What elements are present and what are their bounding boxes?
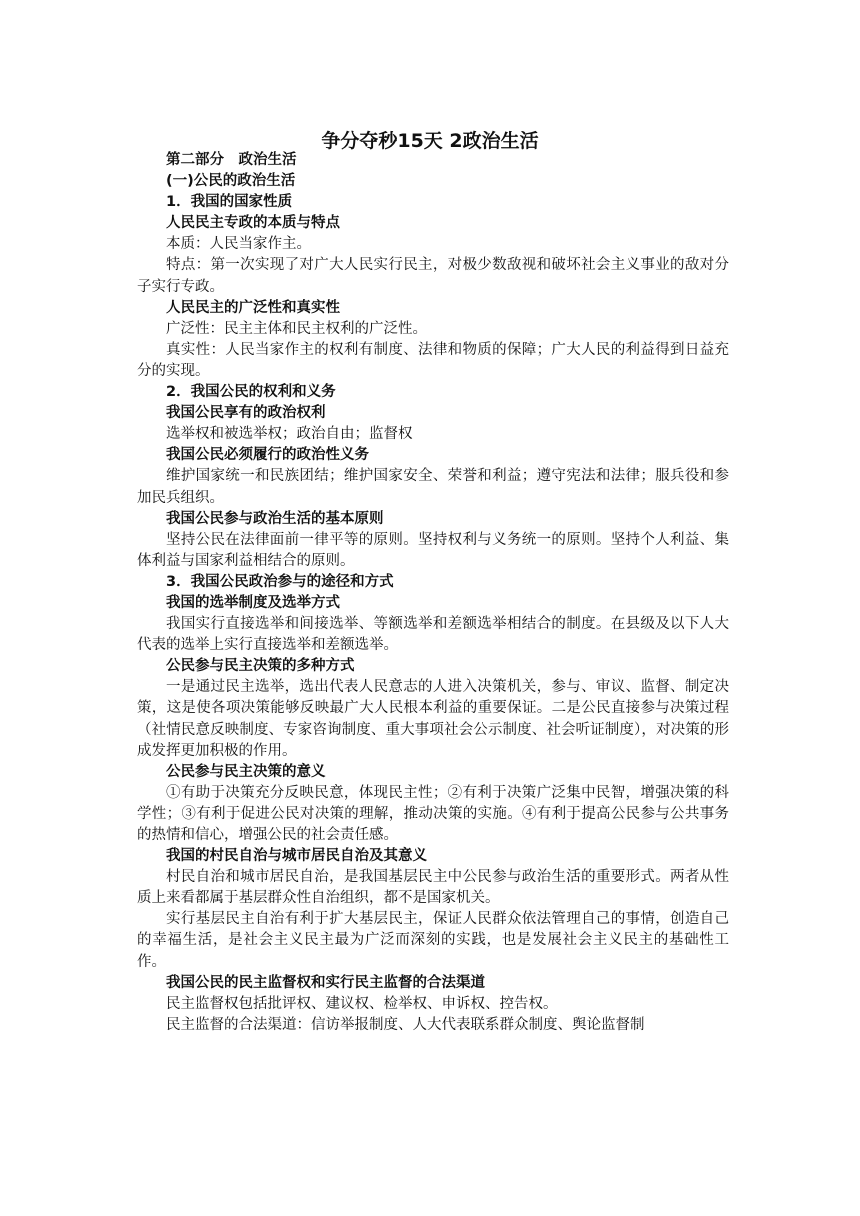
document-body <box>137 150 729 1036</box>
section-heading: 3．我国公民政治参与的途径和方式 <box>166 573 394 590</box>
section-heading: 我国的选举制度及选举方式 <box>166 594 340 611</box>
paragraph: 选举权和被选举权；政治自由；监督权 <box>166 426 413 443</box>
section-heading: (一)公民的政治生活 <box>166 173 296 190</box>
paragraph: 特点：第一次实现了对广大人民实行民主，对极少数敌视和破坏社会主义事业的敌对分子实行专政。 <box>137 257 729 295</box>
section-heading: 我国的村民自治与城市居民自治及其意义 <box>166 848 427 865</box>
paragraph: 广泛性：民主主体和民主权利的广泛性。 <box>166 320 427 337</box>
paragraph: 本质：人民当家作主。 <box>166 236 311 253</box>
paragraph: 坚持公民在法律面前一律平等的原则。坚持权利与义务统一的原则。坚持个人利益、集体利益与国家利益相结合的原则。 <box>137 531 729 569</box>
paragraph: 一是通过民主选举，选出代表人民意志的人进入决策机关，参与、审议、监督、制定决策，这是使各项决策能够反映最广大人民根本利益的重要保证。二是公民直接参与决策过程（社情民意反映制度、专家咨询制度、重大事项社会公示制度、社会听证制度），对决策的形成发挥更加积极的作用。 <box>137 679 729 759</box>
paragraph: 真实性：人民当家作主的权利有制度、法律和物质的保障；广大人民的利益得到日益充分的实现。 <box>137 341 729 379</box>
section-heading: 1．我国的国家性质 <box>166 194 293 211</box>
page-title: 争分夺秒15天 2政治生活 <box>321 129 539 152</box>
section-heading: 我国公民的民主监督权和实行民主监督的合法渠道 <box>166 974 485 991</box>
paragraph: 民主监督权包括批评权、建议权、检举权、申诉权、控告权。 <box>166 995 558 1012</box>
paragraph: 我国实行直接选举和间接选举、等额选举和差额选举相结合的制度。在县级及以下人大代表的选举上实行直接选举和差额选举。 <box>137 616 729 654</box>
section-heading: 公民参与民主决策的意义 <box>166 763 326 780</box>
paragraph: 村民自治和城市居民自治，是我国基层民主中公民参与政治生活的重要形式。两者从性质上来看都属于基层群众性自治组织，都不是国家机关。 <box>137 869 729 907</box>
section-heading: 我国公民参与政治生活的基本原则 <box>166 510 384 527</box>
section-heading: 第二部分 政治生活 <box>166 152 297 168</box>
section-heading: 人民民主专政的本质与特点 <box>166 215 340 232</box>
paragraph: ①有助于决策充分反映民意，体现民主性；②有利于决策广泛集中民智，增强决策的科学性；③有利于促进公民对决策的理解，推动决策的实施。④有利于提高公民参与公共事务的热情和信心，增强公民的社会责任感。 <box>137 784 729 843</box>
paragraph: 民主监督的合法渠道：信访举报制度、人大代表联系群众制度、舆论监督制 <box>166 1016 645 1033</box>
section-heading: 我国公民必须履行的政治性义务 <box>166 447 369 464</box>
section-heading: 2．我国公民的权利和义务 <box>166 384 336 401</box>
section-heading: 我国公民享有的政治权利 <box>166 405 326 422</box>
section-heading: 人民民主的广泛性和真实性 <box>166 299 340 316</box>
paragraph: 维护国家统一和民族团结；维护国家安全、荣誉和利益；遵守宪法和法律；服兵役和参加民兵组织。 <box>137 468 729 506</box>
section-heading: 公民参与民主决策的多种方式 <box>166 658 355 675</box>
paragraph: 实行基层民主自治有利于扩大基层民主，保证人民群众依法管理自己的事情，创造自己的幸福生活，是社会主义民主最为广泛而深刻的实践，也是发展社会主义民主的基础性工作。 <box>137 911 729 970</box>
